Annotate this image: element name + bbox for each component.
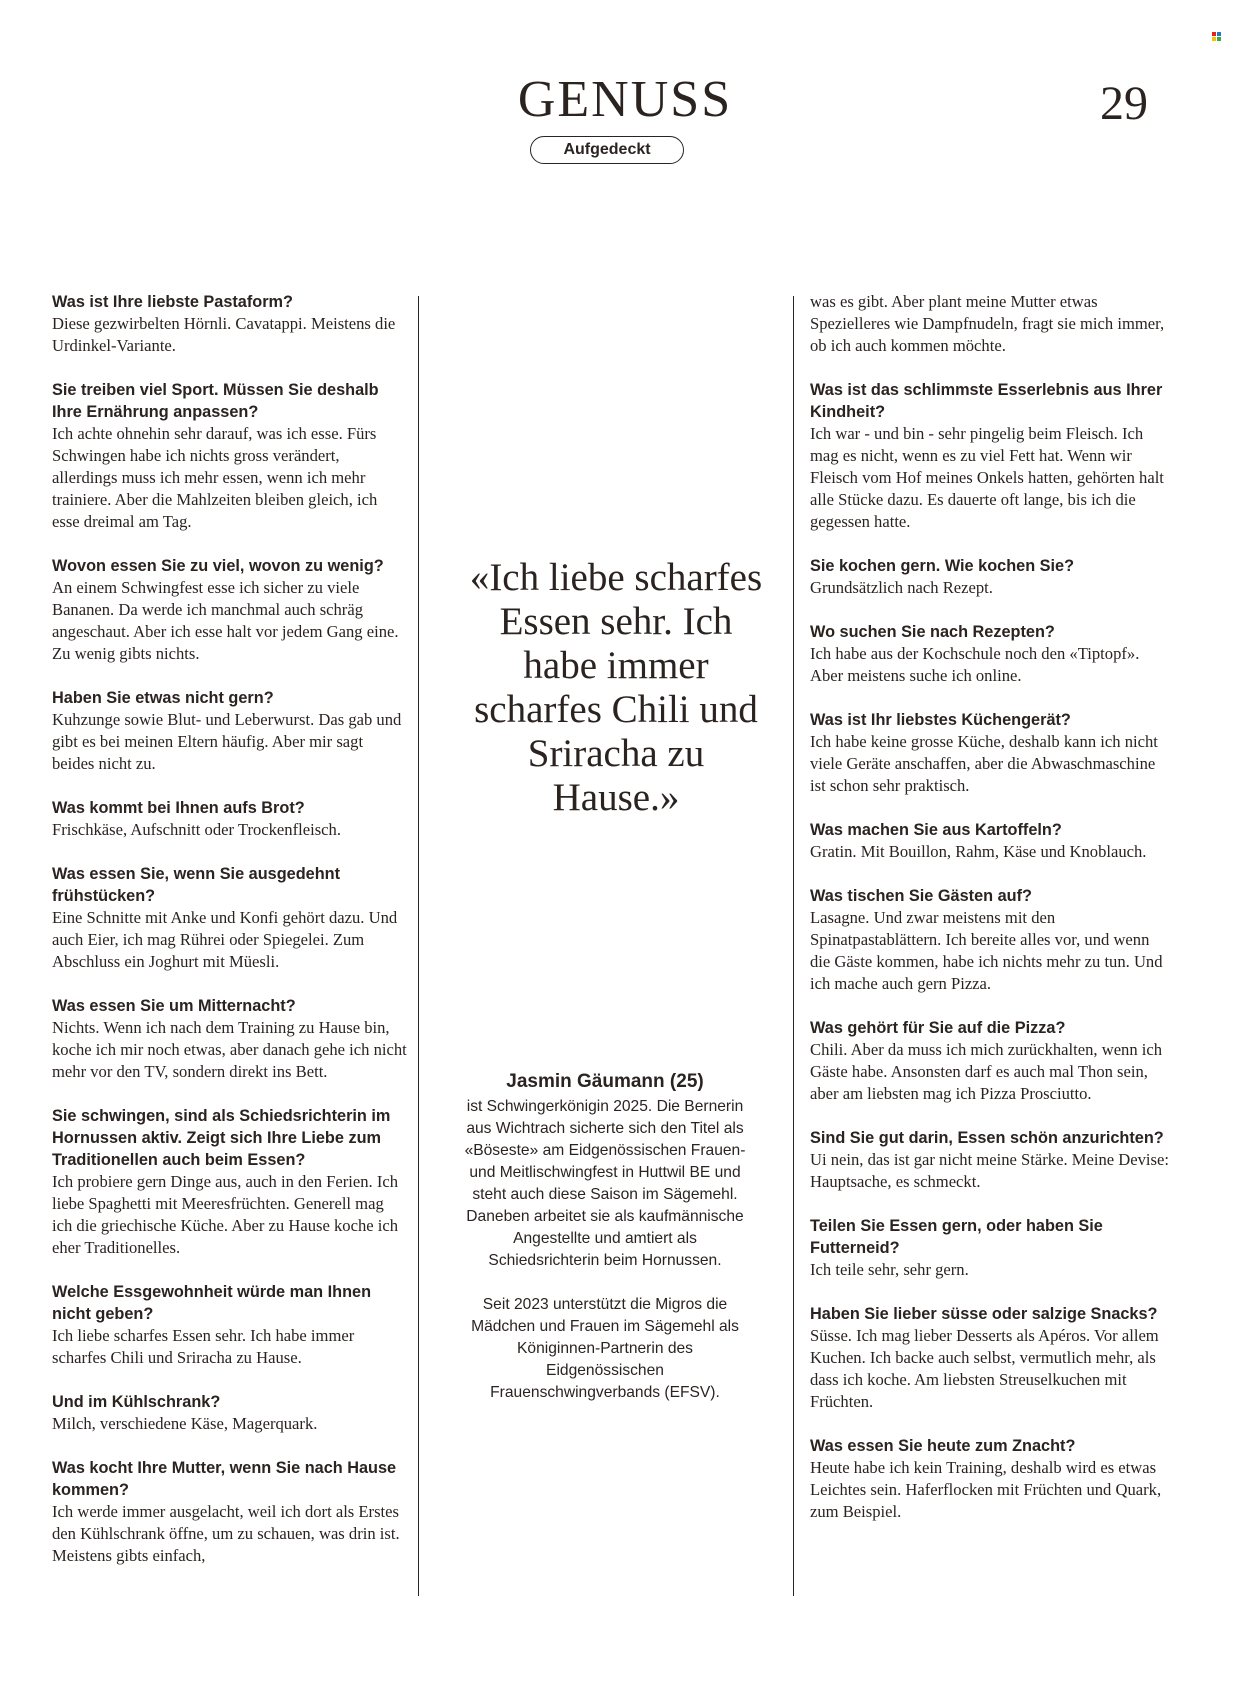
- answer-text: Ich teile sehr, sehr gern.: [810, 1260, 969, 1279]
- qa-block: [52, 1105, 408, 1259]
- answer-text: Grundsätzlich nach Rezept.: [810, 578, 993, 597]
- answer-text: was es gibt. Aber plant meine Mutter etwas Spezielleres wie Dampfnudeln, fragt sie mich immer, ob ich auch kommen möchte.: [810, 292, 1165, 355]
- interview-right-column: [810, 291, 1170, 1545]
- answer-text: Ich liebe scharfes Essen sehr. Ich habe immer scharfes Chili und Sriracha zu Hause.: [52, 1326, 355, 1367]
- qa-block: [810, 885, 1170, 995]
- qa-block: [810, 555, 1170, 599]
- qa-block: [810, 1017, 1170, 1105]
- answer-text: Eine Schnitte mit Anke und Konfi gehört dazu. Und auch Eier, ich mag Rührei oder Spiegelei. Zum Abschluss ein Joghurt mit Müesli.: [52, 908, 398, 971]
- question-text: Haben Sie lieber süsse oder salzige Snacks?: [810, 1305, 1158, 1323]
- column-divider-right: [793, 296, 794, 1596]
- answer-text: Kuhzunge sowie Blut- und Leberwurst. Das gab und gibt es bei meinen Eltern häufig. Aber mir sagt beides nicht zu.: [52, 710, 402, 773]
- qa-block: [52, 555, 408, 665]
- continuation-answer: [810, 291, 1170, 357]
- question-text: Was gehört für Sie auf die Pizza?: [810, 1019, 1066, 1037]
- page-number: 29: [1100, 77, 1148, 130]
- question-text: Sie treiben viel Sport. Müssen Sie deshalb Ihre Ernährung anpassen?: [52, 381, 379, 421]
- answer-text: Lasagne. Und zwar meistens mit den Spinatpastablättern. Ich bereite alles vor, und wenn die Gäste kommen, habe ich nichts mehr zu tun. Und ich mache auch gern Pizza.: [810, 908, 1163, 993]
- answer-text: Ich war - und bin - sehr pingelig beim Fleisch. Ich mag es nicht, wenn es zu viel Fett hat. Wenn wir Fleisch vom Hof meines Onkels hatten, gehörten halt alle Stücke dazu. Es dauerte oft lange, bis ich die gegessen hatte.: [810, 424, 1164, 531]
- bio-box: [462, 1070, 748, 1404]
- qa-block: [52, 1281, 408, 1369]
- question-text: Was essen Sie, wenn Sie ausgedehnt frühstücken?: [52, 865, 341, 905]
- bio-text: ist Schwingerkönigin 2025. Die Bernerin aus Wichtrach sicherte sich den Titel als «Böseste» am Eidgenössischen Frauen- und Meitlischwingfest in Huttwil BE und steht auch diese Saison im Sägemehl. Daneben arbeitet sie als kaufmännische Angestellte und amtiert als Schiedsrichterin beim Hornussen.: [464, 1098, 746, 1269]
- answer-text: Milch, verschiedene Käse, Magerquark.: [52, 1414, 318, 1433]
- color-marker-green: [1217, 37, 1221, 41]
- question-text: Und im Kühlschrank?: [52, 1393, 221, 1411]
- qa-block: [810, 1127, 1170, 1193]
- question-text: Was tischen Sie Gästen auf?: [810, 887, 1032, 905]
- question-text: Was ist Ihre liebste Pastaform?: [52, 293, 293, 311]
- interview-left-column: [52, 291, 408, 1589]
- answer-text: Nichts. Wenn ich nach dem Training zu Hause bin, koche ich mir noch etwas, aber danach gehe ich nicht mehr vor den TV, sondern direkt ins Bett.: [52, 1018, 407, 1081]
- bio-name: Jasmin Gäumann (25): [506, 1071, 704, 1092]
- color-marker-red: [1212, 32, 1216, 36]
- question-text: Was essen Sie heute zum Znacht?: [810, 1437, 1076, 1455]
- qa-block: [52, 995, 408, 1083]
- qa-block: [52, 1391, 408, 1435]
- question-text: Was ist das schlimmste Esserlebnis aus Ihrer Kindheit?: [810, 381, 1163, 421]
- qa-block: [810, 621, 1170, 687]
- question-text: Sie schwingen, sind als Schiedsrichterin im Hornussen aktiv. Zeigt sich Ihre Liebe zum Traditionellen auch beim Essen?: [52, 1107, 391, 1169]
- answer-text: Gratin. Mit Bouillon, Rahm, Käse und Knoblauch.: [810, 842, 1147, 861]
- question-text: Teilen Sie Essen gern, oder haben Sie Futterneid?: [810, 1217, 1103, 1257]
- qa-block: [52, 687, 408, 775]
- column-divider-left: [418, 296, 419, 1596]
- answer-text: Diese gezwirbelten Hörnli. Cavatappi. Meistens die Urdinkel-Variante.: [52, 314, 396, 355]
- qa-block: [810, 379, 1170, 533]
- answer-text: Heute habe ich kein Training, deshalb wird es etwas Leichtes sein. Haferflocken mit Früchten und Quark, zum Beispiel.: [810, 1458, 1162, 1521]
- qa-block: [810, 1435, 1170, 1523]
- question-text: Wo suchen Sie nach Rezepten?: [810, 623, 1055, 641]
- color-marker-yellow: [1212, 37, 1216, 41]
- answer-text: Ich habe aus der Kochschule noch den «Tiptopf». Aber meistens suche ich online.: [810, 644, 1140, 685]
- question-text: Was kocht Ihre Mutter, wenn Sie nach Hause kommen?: [52, 1459, 397, 1499]
- qa-block: [52, 291, 408, 357]
- qa-block: [810, 1215, 1170, 1281]
- qa-block: [810, 819, 1170, 863]
- question-text: Haben Sie etwas nicht gern?: [52, 689, 274, 707]
- pull-quote: «Ich liebe scharfes Essen sehr. Ich habe immer scharfes Chili und Sriracha zu Hause.»: [469, 556, 763, 819]
- answer-text: Ich habe keine grosse Küche, deshalb kann ich nicht viele Geräte anschaffen, aber die Abwaschmaschine ist schon sehr praktisch.: [810, 732, 1158, 795]
- question-text: Sind Sie gut darin, Essen schön anzurichten?: [810, 1129, 1164, 1147]
- color-marker-blue: [1217, 32, 1221, 36]
- section-title: GENUSS: [517, 71, 733, 128]
- bio-support-note: Seit 2023 unterstützt die Migros die Mädchen und Frauen im Sägemehl als Königinnen-Partnerin des Eidgenössischen Frauenschwingverbands (EFSV).: [471, 1296, 739, 1401]
- qa-block: [52, 863, 408, 973]
- question-text: Was essen Sie um Mitternacht?: [52, 997, 296, 1015]
- question-text: Was ist Ihr liebstes Küchengerät?: [810, 711, 1071, 729]
- answer-text: Ich werde immer ausgelacht, weil ich dort als Erstes den Kühlschrank öffne, um zu schauen, was drin ist. Meistens gibts einfach,: [52, 1502, 400, 1565]
- question-text: Wovon essen Sie zu viel, wovon zu wenig?: [52, 557, 384, 575]
- answer-text: Ui nein, das ist gar nicht meine Stärke. Meine Devise: Hauptsache, es schmeckt.: [810, 1150, 1169, 1191]
- answer-text: Ich achte ohnehin sehr darauf, was ich esse. Fürs Schwingen habe ich nichts gross verändert, allerdings muss ich mehr essen, wenn ich mehr trainiere. Aber die Mahlzeiten bleiben gleich, ich esse dreimal am Tag.: [52, 424, 378, 531]
- color-marker-icon: [1212, 32, 1222, 42]
- answer-text: Frischkäse, Aufschnitt oder Trockenfleisch.: [52, 820, 341, 839]
- qa-block: [52, 379, 408, 533]
- answer-text: Chili. Aber da muss ich mich zurückhalten, wenn ich Gäste habe. Ansonsten darf es auch mal Thon sein, aber am liebsten mag ich Pizza Prosciutto.: [810, 1040, 1163, 1103]
- section-tag: Aufgedeckt: [530, 136, 684, 164]
- qa-block: [810, 709, 1170, 797]
- answer-text: Süsse. Ich mag lieber Desserts als Apéros. Vor allem Kuchen. Ich backe auch selbst, vermutlich mehr, als dass ich koche. Am liebsten Streuselkuchen mit Früchten.: [810, 1326, 1159, 1411]
- question-text: Was machen Sie aus Kartoffeln?: [810, 821, 1062, 839]
- question-text: Sie kochen gern. Wie kochen Sie?: [810, 557, 1075, 575]
- question-text: Was kommt bei Ihnen aufs Brot?: [52, 799, 305, 817]
- answer-text: An einem Schwingfest esse ich sicher zu viele Bananen. Da werde ich manchmal auch schräg angeschaut. Aber ich esse halt vor jedem Gang eine. Zu wenig gibts nichts.: [52, 578, 399, 663]
- qa-block: [810, 1303, 1170, 1413]
- qa-block: [52, 1457, 408, 1567]
- qa-block: [52, 797, 408, 841]
- question-text: Welche Essgewohnheit würde man Ihnen nicht geben?: [52, 1283, 372, 1323]
- answer-text: Ich probiere gern Dinge aus, auch in den Ferien. Ich liebe Spaghetti mit Meeresfrüchten. Generell mag ich die griechische Küche. Aber zu Hause koche ich eher Traditionelles.: [52, 1172, 399, 1257]
